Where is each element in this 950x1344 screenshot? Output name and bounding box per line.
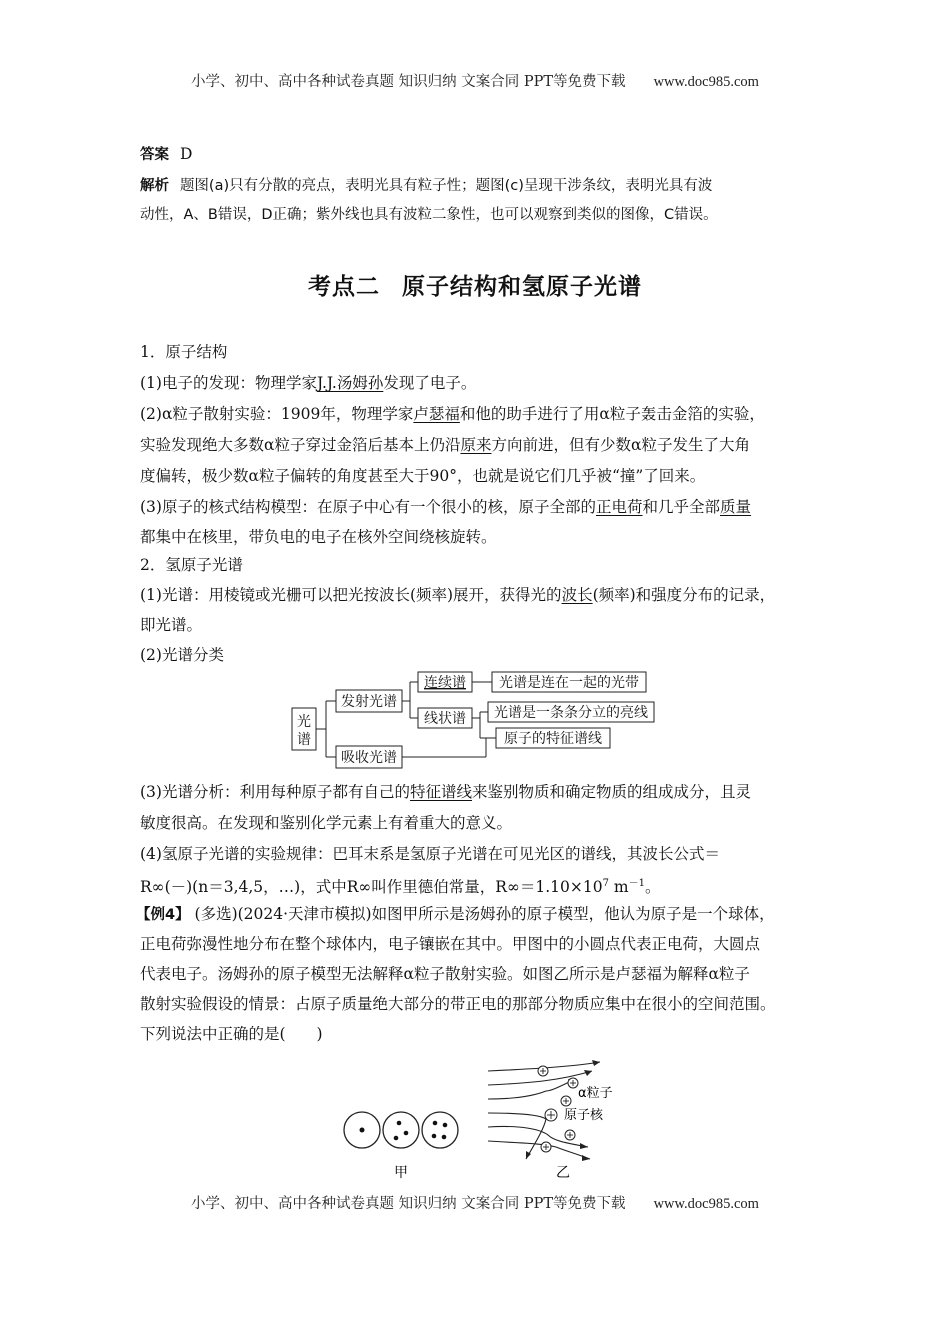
s2-p4-end: 。: [644, 878, 661, 897]
answer-value: D: [179, 145, 193, 163]
label-emission: 发射光谱: [341, 694, 397, 710]
s1-p2-line3: 度偏转，极少数α粒子偏转的角度甚至大于90°，也就是说它们几乎被“撞”了回来。: [140, 467, 706, 485]
s1-p2-text2: 实验发现绝大多数α粒子穿过金箔后基本上仍沿: [140, 436, 461, 454]
s2-p4-line1: (4)氢原子光谱的实验规律：巴耳末系是氢原子光谱在可见光区的谱线，其波长公式＝: [140, 845, 720, 863]
label-characteristic: 原子的特征谱线: [504, 731, 602, 747]
analysis-line-1: [140, 174, 820, 197]
page-header: [0, 70, 950, 91]
s2-p4-line2: [140, 873, 820, 898]
s1-p2-line2: [140, 434, 820, 456]
page-footer: [0, 1192, 950, 1213]
label-line: 线状谱: [424, 711, 466, 727]
s1-p3-blank2: 质量: [720, 498, 752, 516]
label-absorption: 吸收光谱: [341, 750, 397, 766]
s1-p1-blank: J.J.汤姆孙: [316, 374, 384, 392]
section-title-part1: 考点二: [308, 274, 380, 300]
s2-p1-text: (1)光谱：用棱镜或光栅可以把光按波长(频率)展开，获得光的: [140, 586, 562, 604]
s1-p2-tail2: 方向前进，但有少数α粒子发生了大角: [491, 436, 750, 454]
s2-p1-line1: [140, 584, 820, 606]
spectrum-classification-diagram: [290, 668, 670, 773]
section-title-part2: 原子结构和氢原子光谱: [402, 274, 642, 300]
s2-p4-unit-exp: －1: [628, 878, 645, 889]
s2-p4-exp: 7: [602, 878, 609, 889]
s2-p3-line1: [140, 781, 820, 803]
s1-p2-tail: 和他的助手进行了用α粒子轰击金箔的实验，: [459, 405, 765, 423]
s1-p2-blank: 卢瑟福: [413, 405, 460, 423]
header-url[interactable]: www.doc985.com: [653, 74, 759, 90]
s2-p3-blank: 特征谱线: [409, 783, 472, 801]
footer-text: 小学、初中、高中各种试卷真题 知识归纳 文案合同 PPT等免费下载: [191, 1196, 626, 1212]
label-jia: 甲: [394, 1165, 408, 1181]
s1-p1: [140, 372, 820, 394]
footer-url[interactable]: www.doc985.com: [653, 1196, 759, 1212]
example-line-3: 代表电子。汤姆孙的原子模型无法解释α粒子散射实验。如图乙所示是卢瑟福为解释α粒子: [140, 965, 750, 983]
s2-p3-tail: 来鉴别物质和确定物质的组成成分，且灵: [471, 783, 751, 801]
s2-heading: 2．氢原子光谱: [140, 556, 243, 574]
analysis-line-2: 动性，A、B错误，D正确；紫外线也具有波粒二象性，也可以观察到类似的图像，C错误。: [140, 207, 718, 223]
label-line-desc: 光谱是一条条分立的亮线: [494, 705, 648, 721]
s2-p4-unit: m: [608, 878, 629, 897]
s1-p2-blank2: 原来: [460, 436, 492, 454]
s1-heading: 1．原子结构: [140, 343, 228, 361]
section-title: [0, 268, 950, 301]
label-alpha: α粒子: [578, 1086, 613, 1101]
s1-p3-mid: 和几乎全部: [642, 498, 720, 516]
label-continuous: 连续谱: [424, 675, 466, 691]
s1-p3-line1: [140, 496, 820, 518]
s2-p1-tail: (频率)和强度分布的记录，: [592, 586, 776, 604]
s2-p4-formula: R∞(－)(n＝3,4,5，…)，式中R∞叫作里德伯常量，R∞＝1.10×10: [140, 878, 603, 897]
s1-p1-text: (1)电子的发现：物理学家: [140, 374, 317, 392]
label-yi: 乙: [556, 1165, 570, 1181]
example-line-2: 正电荷弥漫性地分布在整个球体内，电子镶嵌在其中。甲图中的小圆点代表正电荷，大圆点: [140, 935, 761, 953]
s2-p3-line2: 敏度很高。在发现和鉴别化学元素上有着重大的意义。: [140, 814, 513, 832]
example-line-1: [136, 903, 816, 926]
label-nucleus: 原子核: [564, 1108, 604, 1123]
s2-p1-blank: 波长: [561, 586, 593, 604]
thomson-sphere-3: [422, 1112, 458, 1148]
atom-model-figure: [330, 1055, 620, 1185]
answer-line: [140, 143, 820, 166]
s1-p2-line1: [140, 403, 820, 425]
header-text: 小学、初中、高中各种试卷真题 知识归纳 文案合同 PPT等免费下载: [191, 74, 626, 90]
s2-p2: (2)光谱分类: [140, 646, 224, 664]
analysis-text-1: 题图(a)只有分散的亮点，表明光具有粒子性；题图(c)呈现干涉条纹，表明光具有波: [179, 178, 713, 194]
s1-p3-blank: 正电荷: [595, 498, 643, 516]
label-root-2: 谱: [297, 732, 311, 748]
s2-p3-text: (3)光谱分析：利用每种原子都有自己的: [140, 783, 410, 801]
s2-p1-line2: 即光谱。: [140, 616, 203, 634]
example-text-1: (多选)(2024·天津市模拟)如图甲所示是汤姆孙的原子模型，他认为原子是一个球体，: [194, 905, 775, 923]
s1-p1-tail: 发现了电子。: [383, 374, 477, 392]
example-line-4: 散射实验假设的情景：占原子质量绝大部分的带正电的那部分物质应集中在很小的空间范围。: [140, 995, 776, 1013]
s1-p3-line2: 都集中在核里，带负电的电子在核外空间绕核旋转。: [140, 528, 497, 546]
example-line-5: 下列说法中正确的是( ): [140, 1025, 323, 1043]
thomson-sphere-2: [383, 1112, 419, 1148]
example-tag: 【例4】: [136, 907, 190, 923]
s1-p2-text: (2)α粒子散射实验：1909年，物理学家: [140, 405, 414, 423]
label-continuous-desc: 光谱是连在一起的光带: [499, 675, 639, 691]
s1-p3-text: (3)原子的核式结构模型：在原子中心有一个很小的核，原子全部的: [140, 498, 596, 516]
analysis-label: 解析: [140, 178, 169, 194]
answer-label: 答案: [140, 147, 169, 163]
label-root-1: 光: [297, 714, 311, 730]
